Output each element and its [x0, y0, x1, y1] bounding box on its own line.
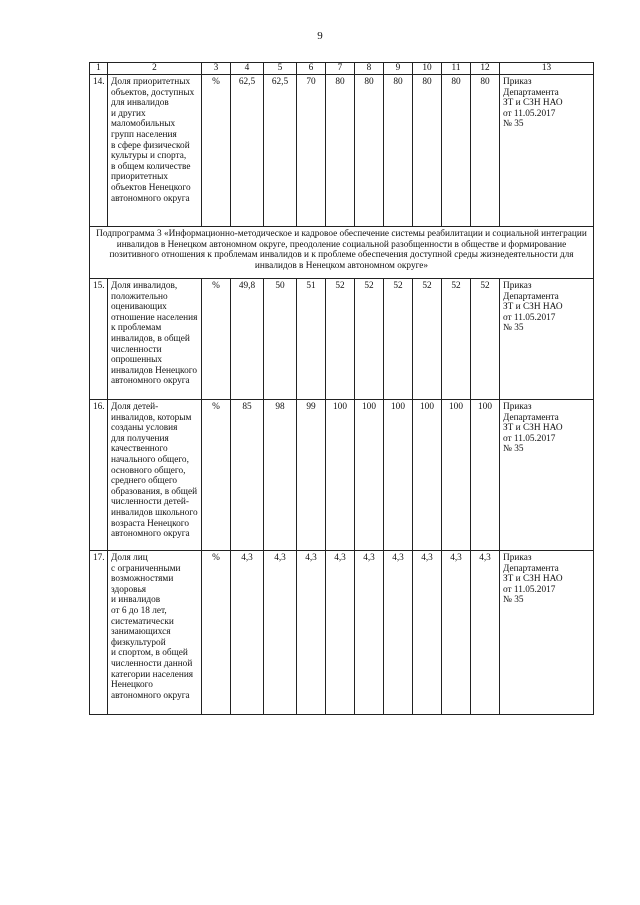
- value-cell: 4,3: [471, 551, 500, 715]
- value-cell: 4,3: [442, 551, 471, 715]
- value-cell: 52: [413, 279, 442, 400]
- value-cell: 52: [326, 279, 355, 400]
- value-cell: 100: [442, 400, 471, 551]
- row-number: 17.: [90, 551, 108, 715]
- table-row: [90, 75, 594, 227]
- header-row: [90, 63, 594, 75]
- column-header: 3: [202, 63, 231, 75]
- value-cell: 4,3: [231, 551, 264, 715]
- unit: %: [202, 279, 231, 400]
- indicator-name: Доля лиц с ограниченными возможностями здоровья и инвалидов от 6 до 18 лет, систематически занимающихся физкультурой и спортом, в общей численности данной категории населения Ненецкого автономного округа: [108, 551, 202, 715]
- value-cell: 80: [442, 75, 471, 227]
- column-header: 5: [264, 63, 297, 75]
- value-cell: 62,5: [231, 75, 264, 227]
- column-header: 2: [108, 63, 202, 75]
- value-cell: 4,3: [297, 551, 326, 715]
- value-cell: 51: [297, 279, 326, 400]
- unit: %: [202, 400, 231, 551]
- column-header: 11: [442, 63, 471, 75]
- unit: %: [202, 551, 231, 715]
- value-cell: 85: [231, 400, 264, 551]
- column-header: 8: [355, 63, 384, 75]
- reference-document: Приказ Департамента ЗТ и СЗН НАО от 11.05.2017 № 35: [500, 551, 594, 715]
- value-cell: 100: [413, 400, 442, 551]
- value-cell: 100: [384, 400, 413, 551]
- column-header: 6: [297, 63, 326, 75]
- value-cell: 50: [264, 279, 297, 400]
- row-number: 16.: [90, 400, 108, 551]
- value-cell: 4,3: [264, 551, 297, 715]
- subprogram-row: [90, 227, 594, 279]
- value-cell: 4,3: [413, 551, 442, 715]
- table-row: [90, 551, 594, 715]
- row-number: 15.: [90, 279, 108, 400]
- column-header: 13: [500, 63, 594, 75]
- unit: %: [202, 75, 231, 227]
- value-cell: 80: [326, 75, 355, 227]
- value-cell: 99: [297, 400, 326, 551]
- column-header: 12: [471, 63, 500, 75]
- column-header: 9: [384, 63, 413, 75]
- value-cell: 80: [471, 75, 500, 227]
- column-header: 4: [231, 63, 264, 75]
- indicator-name: Доля приоритетных объектов, доступных для инвалидов и других маломобильных групп населения в сфере физической культуры и спорта, в общем количестве приоритетных объектов Ненецкого автономного округа: [108, 75, 202, 227]
- table-row: [90, 400, 594, 551]
- reference-document: Приказ Департамента ЗТ и СЗН НАО от 11.05.2017 № 35: [500, 75, 594, 227]
- value-cell: 100: [355, 400, 384, 551]
- column-header: 1: [90, 63, 108, 75]
- value-cell: 4,3: [355, 551, 384, 715]
- indicator-name: Доля инвалидов, положительно оценивающих отношение населения к проблемам инвалидов, в общей численности опрошенных инвалидов Ненецкого автономного округа: [108, 279, 202, 400]
- value-cell: 98: [264, 400, 297, 551]
- row-number: 14.: [90, 75, 108, 227]
- value-cell: 100: [471, 400, 500, 551]
- reference-document: Приказ Департамента ЗТ и СЗН НАО от 11.05.2017 № 35: [500, 279, 594, 400]
- value-cell: 52: [471, 279, 500, 400]
- value-cell: 80: [384, 75, 413, 227]
- value-cell: 52: [442, 279, 471, 400]
- value-cell: 70: [297, 75, 326, 227]
- value-cell: 4,3: [326, 551, 355, 715]
- value-cell: 52: [355, 279, 384, 400]
- value-cell: 100: [326, 400, 355, 551]
- page-number: 9: [317, 30, 323, 42]
- value-cell: 62,5: [264, 75, 297, 227]
- value-cell: 49,8: [231, 279, 264, 400]
- value-cell: 80: [355, 75, 384, 227]
- reference-document: Приказ Департамента ЗТ и СЗН НАО от 11.05.2017 № 35: [500, 400, 594, 551]
- value-cell: 52: [384, 279, 413, 400]
- indicators-table: [89, 62, 594, 715]
- indicator-name: Доля детей- инвалидов, которым созданы условия для получения качественного начального общего, основного общего, среднего общего образования, в общей численности детей- инвалидов школьного возраста Ненецкого автономного округа: [108, 400, 202, 551]
- column-header: 7: [326, 63, 355, 75]
- value-cell: 80: [413, 75, 442, 227]
- table-row: [90, 279, 594, 400]
- column-header: 10: [413, 63, 442, 75]
- subprogram-title: Подпрограмма 3 «Информационно-методическое и кадровое обеспечение системы реабилитации и социальной интеграции инвалидов в Ненецком автономном округе, преодоление социальной разобщенности в обществе и формирование позитивного отношения к проблемам инвалидов и к проблеме обеспечения доступной среды жизнедеятельности для инвалидов в Ненецком автономном округе»: [90, 227, 594, 279]
- value-cell: 4,3: [384, 551, 413, 715]
